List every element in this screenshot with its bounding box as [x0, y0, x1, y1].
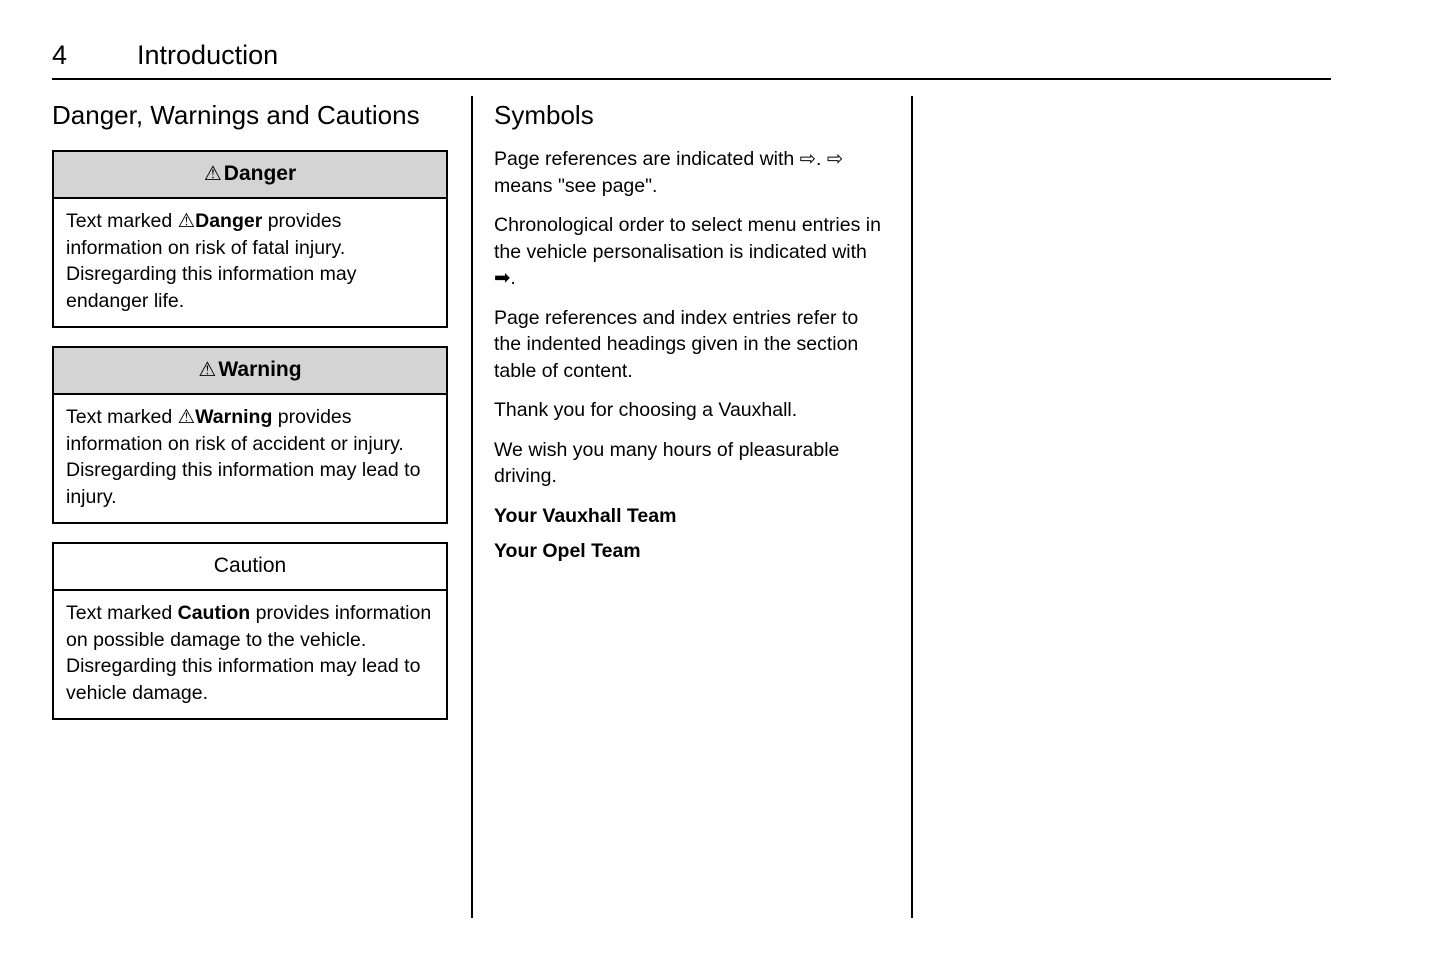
page-title: Introduction: [137, 40, 279, 70]
warning-note-box: [52, 346, 448, 524]
symbols-paragraph-3: Page references and index entries refer to the indented headings given in the section table of content.: [494, 306, 859, 382]
warning-triangle-icon: ⚠: [203, 163, 222, 185]
caution-note-body: [54, 591, 446, 718]
warning-body-bold: Warning: [195, 406, 273, 428]
page-number: 4: [52, 40, 68, 70]
warning-note-label: Warning: [218, 358, 302, 381]
column-divider-1: [471, 96, 473, 918]
warning-note-header: [54, 348, 446, 395]
warning-triangle-icon-inline: ⚠: [177, 210, 196, 232]
symbols-paragraph-5: We wish you many hours of pleasurable driving.: [494, 438, 840, 487]
danger-note-body: [54, 199, 446, 326]
warning-triangle-icon-inline: ⚠: [177, 406, 196, 428]
header-divider: [52, 78, 1331, 80]
warning-note-body: [54, 395, 446, 522]
column-left: [52, 98, 448, 738]
section-heading-symbols: Symbols: [494, 100, 594, 130]
page-header: [52, 38, 1331, 82]
symbols-paragraph-2: Chronological order to select menu entries in the vehicle personalisation is indicated with ➡.: [494, 214, 881, 289]
danger-body-bold: Danger: [195, 210, 263, 232]
column-middle: [494, 98, 890, 574]
caution-body-bold: Caution: [177, 602, 251, 624]
caution-note-header: [54, 544, 446, 591]
warning-body-prefix: Text marked: [66, 406, 178, 428]
signature-vauxhall-team: Your Vauxhall Team: [494, 504, 677, 527]
danger-note-box: [52, 150, 448, 328]
caution-body-prefix: Text marked: [66, 602, 178, 624]
symbols-paragraph-4: Thank you for choosing a Vauxhall.: [494, 399, 798, 421]
caution-body-suffix: provides information on possible damage to the vehicle. Disregarding this information may lead to vehicle damage.: [66, 602, 432, 704]
caution-note-label: Caution: [213, 554, 287, 577]
warning-triangle-icon: ⚠: [198, 359, 217, 381]
caution-note-box: [52, 542, 448, 720]
section-heading-danger-warnings: Danger, Warnings and Cautions: [52, 100, 420, 130]
danger-body-suffix: provides information on risk of fatal injury. Disregarding this information may endanger life.: [66, 210, 357, 312]
column-divider-2: [911, 96, 913, 918]
signature-opel-team: Your Opel Team: [494, 540, 641, 562]
danger-note-label: Danger: [223, 162, 297, 185]
warning-body-suffix: provides information on risk of accident or injury. Disregarding this information may lead to injury.: [66, 406, 421, 508]
symbols-paragraph-1: Page references are indicated with ⇨. ⇨ means "see page".: [494, 148, 844, 197]
danger-note-header: [54, 152, 446, 199]
danger-body-prefix: Text marked: [66, 210, 178, 232]
